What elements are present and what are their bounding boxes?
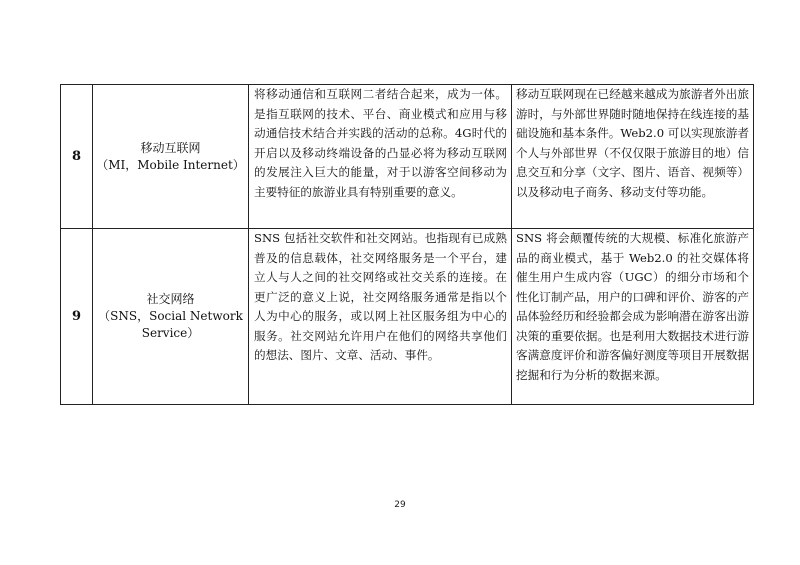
term-cell bbox=[93, 85, 249, 229]
term-chinese: 社交网络 bbox=[146, 292, 195, 306]
terms-table bbox=[60, 84, 754, 405]
row-number: 8 bbox=[61, 85, 93, 229]
table-row bbox=[61, 85, 754, 229]
page-number: 29 bbox=[394, 500, 406, 510]
definition-cell: SNS 包括社交软件和社交网站。也指现有已成熟普及的信息载体，社交网络服务是一个平台，建立人与人之间的社交网络或社交关系的连接。在更广泛的意义上说，社交网络服务通常是指以个人为中心的服务，或以网上社区服务组为中心的服务。社交网站允许用户在他们的网络共享他们的想法、图片、文章、活动、事件。 bbox=[249, 229, 512, 405]
term-cell bbox=[93, 229, 249, 405]
definition-cell: 将移动通信和互联网二者结合起来，成为一体。是指互联网的技术、平台、商业模式和应用与移动通信技术结合并实践的活动的总称。4G时代的开启以及移动终端设备的凸显必将为移动互联网的发展注入巨大的能量，对于以游客空间移动为主要特征的旅游业具有特别重要的意义。 bbox=[249, 85, 512, 229]
term-english: （SNS，Social Network Service） bbox=[98, 309, 243, 340]
tourism-application-cell: 移动互联网现在已经越来越成为旅游者外出旅游时，与外部世界随时随地保持在线连接的基础设施和基本条件。Web2.0 可以实现旅游者个人与外部世界（不仅仅限于旅游目的地）信息交互和分享（文字、图片、语音、视频等）以及移动电子商务、移动支付等功能。 bbox=[512, 85, 754, 229]
term-english: （MI，Mobile Internet） bbox=[96, 157, 245, 172]
table-row bbox=[61, 229, 754, 405]
term-chinese: 移动互联网 bbox=[140, 140, 201, 155]
row-number: 9 bbox=[61, 229, 93, 405]
tourism-application-cell: SNS 将会颠覆传统的大规模、标准化旅游产品的商业模式，基于 Web2.0 的社交媒体将催生用户生成内容（UGC）的细分市场和个性化订制产品，用户的口碑和评价、游客的产品体验经历和经验都会成为影响潜在游客出游决策的重要依据。也是利用大数据技术进行游客满意度评价和游客偏好测度等项目开展数据挖掘和行为分析的数据来源。 bbox=[512, 229, 754, 405]
